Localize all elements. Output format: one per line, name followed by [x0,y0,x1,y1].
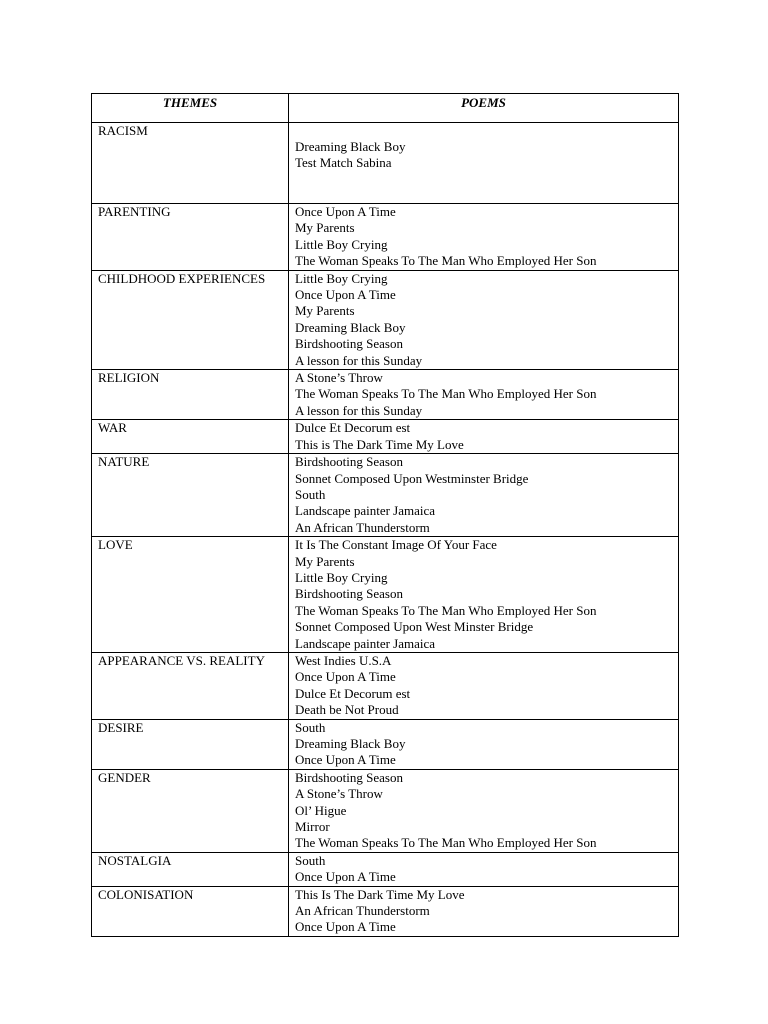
table-row [92,454,679,537]
theme-cell [92,852,289,886]
poem-title: Test Match Sabina [295,155,392,171]
table-row [92,370,679,420]
poem-title: Dreaming Black Boy [295,736,406,751]
poem-title: My Parents [295,303,355,319]
poem-title: South [295,719,326,735]
table-row [92,886,679,936]
poem-title: Once Upon A Time [295,669,396,685]
poem-title: Once Upon A Time [295,919,396,935]
poem-title: Once Upon A Time [295,204,396,219]
poem-title: Sonnet Composed Upon West Minster Bridge [295,619,534,635]
table-row [92,652,679,719]
table-row [92,204,679,271]
theme-cell [92,652,289,719]
poems-cell [289,652,679,719]
theme-label: GENDER [98,769,151,785]
poem-title: My Parents [295,553,355,569]
theme-label: LOVE [98,537,133,553]
theme-cell [92,537,289,653]
poem-title: Ol’ Higue [295,802,347,818]
poem-title: My Parents [295,220,355,236]
theme-label: CHILDHOOD EXPERIENCES [98,270,266,286]
poem-title: The Woman Speaks To The Man Who Employed Her Son [295,253,597,269]
poems-column-header: POEMS [289,94,679,123]
theme-cell [92,370,289,420]
poem-title: Little Boy Crying [295,569,388,585]
theme-label: NATURE [98,454,150,470]
poem-title: South [295,486,326,502]
themes-column-header: THEMES [92,94,289,123]
poem-title: Once Upon A Time [295,869,396,885]
poem-title: Once Upon A Time [295,752,396,768]
poem-title: A lesson for this Sunday [295,352,423,368]
poem-title: An African Thunderstorm [295,519,430,535]
poems-cell [289,270,679,369]
poem-title: Death be Not Proud [295,702,399,718]
poem-title: A Stone’s Throw [295,786,383,802]
table-row [92,123,679,204]
theme-label: RACISM [98,123,148,138]
poems-cell [289,719,679,769]
poem-title: Dreaming Black Boy [295,139,406,154]
poem-title: The Woman Speaks To The Man Who Employed Her Son [295,602,597,618]
table-header-row [92,94,679,123]
theme-label: NOSTALGIA [98,852,172,868]
poems-cell [289,370,679,420]
poem-title: This Is The Dark Time My Love [295,886,465,902]
poem-title: This is The Dark Time My Love [295,436,464,452]
poem-title: Little Boy Crying [295,236,388,252]
poem-title: Little Boy Crying [295,270,388,286]
poem-title: Dulce Et Decorum est [295,685,411,701]
poem-title: The Woman Speaks To The Man Who Employed Her Son [295,386,597,402]
poem-title: The Woman Speaks To The Man Who Employed Her Son [295,835,597,851]
theme-label: APPEARANCE VS. REALITY [98,652,265,668]
theme-label: RELIGION [98,370,160,386]
table-row [92,769,679,852]
poem-title: It Is The Constant Image Of Your Face [295,537,497,553]
table-row [92,719,679,769]
table-row [92,852,679,886]
theme-cell [92,719,289,769]
poem-title: Dulce Et Decorum est [295,420,411,436]
poems-cell [289,769,679,852]
theme-cell [92,420,289,454]
theme-label: WAR [98,420,127,436]
table-row [92,420,679,454]
poem-title: Birdshooting Season [295,336,403,352]
theme-label: DESIRE [98,719,144,735]
theme-cell [92,769,289,852]
poem-title: A Stone’s Throw [295,370,383,386]
themes-poems-table [91,93,679,937]
poems-cell [289,204,679,271]
theme-cell [92,454,289,537]
table-row [92,270,679,369]
theme-label: PARENTING [98,204,171,219]
theme-cell [92,204,289,271]
poems-cell [289,123,679,204]
poem-title: Dreaming Black Boy [295,319,406,335]
poem-title: A lesson for this Sunday [295,402,423,418]
poems-cell [289,537,679,653]
poem-title: Sonnet Composed Upon Westminster Bridge [295,470,529,486]
poem-title: Birdshooting Season [295,454,403,470]
poem-title: South [295,852,326,868]
theme-cell [92,886,289,936]
poem-title: Mirror [295,819,330,835]
poem-title: Landscape painter Jamaica [295,635,436,651]
table-body [92,123,679,937]
poem-title: Once Upon A Time [295,287,396,303]
table-row [92,537,679,653]
poem-title: Birdshooting Season [295,769,403,785]
theme-cell [92,270,289,369]
poems-cell [289,886,679,936]
poems-cell [289,454,679,537]
theme-label: COLONISATION [98,886,194,902]
poems-cell [289,420,679,454]
poems-cell [289,852,679,886]
poem-title: West Indies U.S.A [295,652,392,668]
theme-cell [92,123,289,204]
poem-title: Landscape painter Jamaica [295,503,436,519]
poem-title: Birdshooting Season [295,586,403,602]
poem-title: An African Thunderstorm [295,903,430,919]
